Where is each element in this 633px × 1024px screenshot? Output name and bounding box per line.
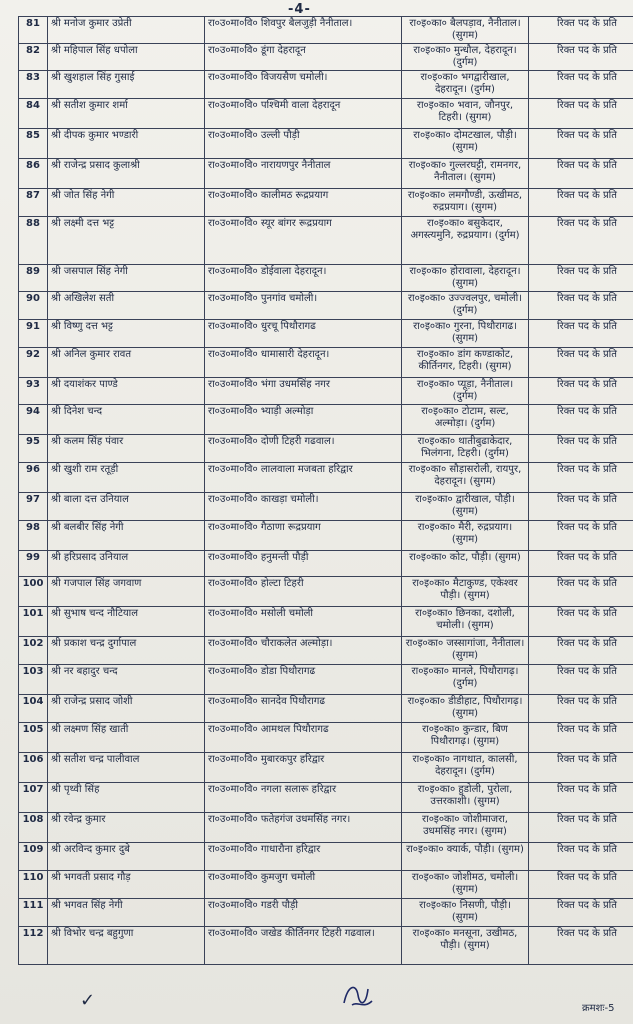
posted-school: रा०इ०का० गुरना, पिथौरागढ। (सुगम) <box>402 320 529 348</box>
teacher-name: श्री सुभाष चन्द नौटियाल <box>48 607 205 637</box>
current-school: रा०उ०मा०वि० शिवपुर बैलजुड़ी नैनीताल। <box>205 17 402 44</box>
table-row <box>19 927 633 965</box>
table-row <box>19 129 633 159</box>
current-school: रा०उ०मा०वि० डूंगा देहरादून <box>205 44 402 71</box>
table-row <box>19 753 633 783</box>
serial-number: 83 <box>19 71 48 99</box>
current-school: रा०उ०मा०वि० चौराकलेत अल्मोड़ा। <box>205 637 402 665</box>
posted-school: रा०इ०का० छिनका, दशोली, चमोली। (सुगम) <box>402 607 529 637</box>
remark: रिक्त पद के प्रति <box>529 753 633 783</box>
table-row <box>19 577 633 607</box>
remark: रिक्त पद के प्रति <box>529 871 633 899</box>
posted-school: रा०इ०का० जोशीमाजरा, उधमसिंह नगर। (सुगम) <box>402 813 529 843</box>
teacher-name: श्री दीपक कुमार भण्डारी <box>48 129 205 159</box>
remark: रिक्त पद के प्रति <box>529 292 633 320</box>
serial-number: 84 <box>19 99 48 129</box>
posted-school: रा०इ०का० मनसूना, उखीमठ, पौड़ी। (सुगम) <box>402 927 529 965</box>
remark: रिक्त पद के प्रति <box>529 637 633 665</box>
posted-school: रा०इ०का० निसणी, पौड़ी। (सुगम) <box>402 899 529 927</box>
remark: रिक्त पद के प्रति <box>529 71 633 99</box>
serial-number: 96 <box>19 463 48 493</box>
table-row <box>19 44 633 71</box>
posted-school: रा०इ०का० मानले, पिथौरागढ़। (दुर्गम) <box>402 665 529 695</box>
table-row <box>19 99 633 129</box>
teacher-name: श्री विभोर चन्द्र बहुगुणा <box>48 927 205 965</box>
current-school: रा०उ०मा०वि० आमथल पिथौरागढ <box>205 723 402 753</box>
serial-number: 110 <box>19 871 48 899</box>
teacher-name: श्री मनोज कुमार उप्रेती <box>48 17 205 44</box>
remark: रिक्त पद के प्रति <box>529 17 633 44</box>
posted-school: रा०इ०का० बैलपड़ाव, नैनीताल। (सुगम) <box>402 17 529 44</box>
teacher-name: श्री राजेन्द्र प्रसाद कुलाश्री <box>48 159 205 189</box>
teacher-name: श्री लक्ष्मण सिंह खाती <box>48 723 205 753</box>
current-school: रा०उ०मा०वि० फतेहगंज उधमसिंह नगर। <box>205 813 402 843</box>
checkmark-icon: ✓ <box>80 990 96 1011</box>
remark: रिक्त पद के प्रति <box>529 159 633 189</box>
current-school: रा०उ०मा०वि० भ्याड़ी अल्मोड़ा <box>205 405 402 435</box>
serial-number: 108 <box>19 813 48 843</box>
serial-number: 92 <box>19 348 48 378</box>
posted-school: रा०इ०का० प्यूड़ा, नैनीताल। (दुर्गम) <box>402 378 529 405</box>
current-school: रा०उ०मा०वि० हनुमन्ती पौड़ी <box>205 551 402 577</box>
table-row <box>19 17 633 44</box>
teacher-name: श्री हरिप्रसाद उनियाल <box>48 551 205 577</box>
table-row <box>19 695 633 723</box>
posted-school: रा०इ०का० डीडीहाट, पिथौरागढ़। (सुगम) <box>402 695 529 723</box>
remark: रिक्त पद के प्रति <box>529 927 633 965</box>
current-school: रा०उ०मा०वि० नगला सलारू हरिद्वार <box>205 783 402 813</box>
posted-school: रा०इ०का० द्वारीखाल, पौड़ी। (सुगम) <box>402 493 529 521</box>
posted-school: रा०इ०का० लमगौण्डी, ऊखीमठ, रुद्रप्रयाग। (सुगम) <box>402 189 529 217</box>
table-row <box>19 723 633 753</box>
current-school: रा०उ०मा०वि० काखड़ा चमोली। <box>205 493 402 521</box>
serial-number: 101 <box>19 607 48 637</box>
teacher-name: श्री भगवती प्रसाद गौड़ <box>48 871 205 899</box>
serial-number: 97 <box>19 493 48 521</box>
page-number: -4- <box>288 2 311 17</box>
teacher-name: श्री जोत सिंह नेगी <box>48 189 205 217</box>
current-school: रा०उ०मा०वि० धामासारी देहरादून। <box>205 348 402 378</box>
teacher-name: श्री नर बहादुर चन्द <box>48 665 205 695</box>
posted-school: रा०इ०का० मैटाकुण्ड, एकेश्वर पौड़ी। (सुगम) <box>402 577 529 607</box>
signature <box>338 975 378 1015</box>
table-row <box>19 320 633 348</box>
serial-number: 100 <box>19 577 48 607</box>
current-school: रा०उ०मा०वि० स्यूर बांगर रूद्रप्रयाग <box>205 217 402 265</box>
table-row <box>19 637 633 665</box>
teacher-name: श्री खुशी राम रतूड़ी <box>48 463 205 493</box>
remark: रिक्त पद के प्रति <box>529 783 633 813</box>
table-row <box>19 813 633 843</box>
current-school: रा०उ०मा०वि० सानदेव पिथौरागढ <box>205 695 402 723</box>
table-row <box>19 348 633 378</box>
remark: रिक्त पद के प्रति <box>529 44 633 71</box>
teacher-name: श्री बलबीर सिंह नेगी <box>48 521 205 551</box>
table-row <box>19 493 633 521</box>
posted-school: रा०इ०का० टोटाम, सल्ट, अल्मोड़ा। (दुर्गम) <box>402 405 529 435</box>
current-school: रा०उ०मा०वि० डोईवाला देहरादून। <box>205 265 402 292</box>
remark: रिक्त पद के प्रति <box>529 378 633 405</box>
posted-school: रा०इ०का० हुडोली, पुरोला, उत्तरकाशी। (सुगम) <box>402 783 529 813</box>
serial-number: 109 <box>19 843 48 871</box>
table-row <box>19 551 633 577</box>
teacher-name: श्री गजपाल सिंह जगवाण <box>48 577 205 607</box>
teacher-name: श्री प्रकाश चन्द्र दुर्गापाल <box>48 637 205 665</box>
table-row <box>19 265 633 292</box>
table-row <box>19 159 633 189</box>
remark: रिक्त पद के प्रति <box>529 265 633 292</box>
table-row <box>19 665 633 695</box>
posted-school: रा०इ०का० जोशीमठ, चमोली। (सुगम) <box>402 871 529 899</box>
posted-school: रा०इ०का० क्यार्क, पौड़ी। (सुगम) <box>402 843 529 871</box>
serial-number: 82 <box>19 44 48 71</box>
serial-number: 103 <box>19 665 48 695</box>
remark: रिक्त पद के प्रति <box>529 405 633 435</box>
posted-school: रा०इ०का० मैरी, रुद्रप्रयाग। (सुगम) <box>402 521 529 551</box>
serial-number: 81 <box>19 17 48 44</box>
teacher-name: श्री राजेन्द्र प्रसाद जोशी <box>48 695 205 723</box>
posted-school: रा०इ०का० डांग कण्डाकोट, कीर्तिनगर, टिहरी। (सुगम) <box>402 348 529 378</box>
table-row <box>19 607 633 637</box>
continued-label: क्रमशः-5 <box>582 1003 615 1014</box>
teacher-name: श्री अरविन्द कुमार दुबे <box>48 843 205 871</box>
teacher-name: श्री अखिलेश सती <box>48 292 205 320</box>
serial-number: 88 <box>19 217 48 265</box>
serial-number: 85 <box>19 129 48 159</box>
teacher-name: श्री कलम सिंह पंवार <box>48 435 205 463</box>
current-school: रा०उ०मा०वि० भंगा उधमसिंह नगर <box>205 378 402 405</box>
table-body <box>19 17 633 965</box>
posted-school: रा०इ०का० बसुकेदार, अगस्त्यमुनि, रुद्रप्रयाग। (दुर्गम) <box>402 217 529 265</box>
current-school: रा०उ०मा०वि० गाधारौना हरिद्वार <box>205 843 402 871</box>
current-school: रा०उ०मा०वि० नारायणपुर नैनीताल <box>205 159 402 189</box>
serial-number: 107 <box>19 783 48 813</box>
posted-school: रा०इ०का० होरावाला, देहरादून। (सुगम) <box>402 265 529 292</box>
remark: रिक्त पद के प्रति <box>529 551 633 577</box>
current-school: रा०उ०मा०वि० पश्चिमी वाला देहरादून <box>205 99 402 129</box>
serial-number: 94 <box>19 405 48 435</box>
teacher-name: श्री सतीश चन्द्र पालीवाल <box>48 753 205 783</box>
remark: रिक्त पद के प्रति <box>529 899 633 927</box>
remark: रिक्त पद के प्रति <box>529 493 633 521</box>
remark: रिक्त पद के प्रति <box>529 577 633 607</box>
current-school: रा०उ०मा०वि० गडरी पौड़ी <box>205 899 402 927</box>
posted-school: रा०इ०का० नागथात, कालसी, देहरादून। (दुर्गम) <box>402 753 529 783</box>
table-row <box>19 521 633 551</box>
remark: रिक्त पद के प्रति <box>529 813 633 843</box>
current-school: रा०उ०मा०वि० पुनगांव चमोली। <box>205 292 402 320</box>
current-school: रा०उ०मा०वि० मसोली चमोली <box>205 607 402 637</box>
current-school: रा०उ०मा०वि० जखेड कीर्तिनगर टिहरी गढवाल। <box>205 927 402 965</box>
current-school: रा०उ०मा०वि० कालीमठ रूद्रप्रयाग <box>205 189 402 217</box>
posted-school: रा०इ०का० भगद्वारीखाल, देहरादून। (दुर्गम) <box>402 71 529 99</box>
teacher-name: श्री खुशहाल सिंह गुसाई <box>48 71 205 99</box>
table-row <box>19 378 633 405</box>
teacher-name: श्री भगवत सिंह नेगी <box>48 899 205 927</box>
teacher-name: श्री महिपाल सिंह धपोला <box>48 44 205 71</box>
serial-number: 112 <box>19 927 48 965</box>
posted-school: रा०इ०का० भवान, जौनपुर, टिहरी। (सुगम) <box>402 99 529 129</box>
remark: रिक्त पद के प्रति <box>529 320 633 348</box>
teacher-name: श्री लक्ष्मी दत्त भट्ट <box>48 217 205 265</box>
posted-school: रा०इ०का० कुन्डार, बिण पिथौरागढ़। (सुगम) <box>402 723 529 753</box>
posted-school: रा०इ०का० थातीबुढाकेदार, भिलंगना, टिहरी। (दुर्गम) <box>402 435 529 463</box>
serial-number: 95 <box>19 435 48 463</box>
serial-number: 99 <box>19 551 48 577</box>
table-row <box>19 899 633 927</box>
teacher-name: श्री दिनेश चन्द <box>48 405 205 435</box>
transfer-table <box>18 16 633 965</box>
remark: रिक्त पद के प्रति <box>529 665 633 695</box>
table-row <box>19 71 633 99</box>
serial-number: 105 <box>19 723 48 753</box>
serial-number: 89 <box>19 265 48 292</box>
teacher-name: श्री जसपाल सिंह नेगी <box>48 265 205 292</box>
remark: रिक्त पद के प्रति <box>529 695 633 723</box>
serial-number: 104 <box>19 695 48 723</box>
remark: रिक्त पद के प्रति <box>529 843 633 871</box>
remark: रिक्त पद के प्रति <box>529 723 633 753</box>
table-row <box>19 463 633 493</box>
teacher-name: श्री बाला दत्त उनियाल <box>48 493 205 521</box>
current-school: रा०उ०मा०वि० होल्टा टिहरी <box>205 577 402 607</box>
current-school: रा०उ०मा०वि० मुबारकपुर हरिद्वार <box>205 753 402 783</box>
posted-school: रा०इ०का० सौड़ासरोली, रायपुर, देहरादून। (सुगम) <box>402 463 529 493</box>
teacher-name: श्री पृथ्वी सिंह <box>48 783 205 813</box>
current-school: रा०उ०मा०वि० धुरचू पिथौरागढ <box>205 320 402 348</box>
current-school: रा०उ०मा०वि० दोणी टिहरी गढवाल। <box>205 435 402 463</box>
serial-number: 90 <box>19 292 48 320</box>
table-row <box>19 189 633 217</box>
teacher-name: श्री दयाशंकर पाण्डे <box>48 378 205 405</box>
posted-school: रा०इ०का० जस्सागांजा, नैनीताल। (सुगम) <box>402 637 529 665</box>
serial-number: 91 <box>19 320 48 348</box>
serial-number: 86 <box>19 159 48 189</box>
remark: रिक्त पद के प्रति <box>529 189 633 217</box>
remark: रिक्त पद के प्रति <box>529 348 633 378</box>
remark: रिक्त पद के प्रति <box>529 99 633 129</box>
posted-school: रा०इ०का० दोमटखाल, पौड़ी। (सुगम) <box>402 129 529 159</box>
current-school: रा०उ०मा०वि० विजयसैण चमोली। <box>205 71 402 99</box>
teacher-name: श्री सतीश कुमार शर्मा <box>48 99 205 129</box>
serial-number: 98 <box>19 521 48 551</box>
table-row <box>19 435 633 463</box>
posted-school: रा०इ०का० गुल्लरघट्टी, रामनगर, नैनीताल। (सुगम) <box>402 159 529 189</box>
posted-school: रा०इ०का० मुन्धौल, देहरादून। (दुर्गम) <box>402 44 529 71</box>
table-row <box>19 292 633 320</box>
posted-school: रा०इ०का० कोट, पौड़ी। (सुगम) <box>402 551 529 577</box>
current-school: रा०उ०मा०वि० उल्ली पौड़ी <box>205 129 402 159</box>
table-row <box>19 871 633 899</box>
teacher-name: श्री अनिल कुमार रावत <box>48 348 205 378</box>
table-row <box>19 405 633 435</box>
teacher-name: श्री रवेन्द्र कुमार <box>48 813 205 843</box>
teacher-name: श्री विष्णु दत्त भट्ट <box>48 320 205 348</box>
remark: रिक्त पद के प्रति <box>529 435 633 463</box>
current-school: रा०उ०मा०वि० डोडा पिथौरागढ <box>205 665 402 695</box>
table-row <box>19 843 633 871</box>
remark: रिक्त पद के प्रति <box>529 217 633 265</box>
serial-number: 111 <box>19 899 48 927</box>
current-school: रा०उ०मा०वि० कुमजुग चमोली <box>205 871 402 899</box>
current-school: रा०उ०मा०वि० गैठाणा रूद्रप्रयाग <box>205 521 402 551</box>
remark: रिक्त पद के प्रति <box>529 607 633 637</box>
serial-number: 102 <box>19 637 48 665</box>
table-row <box>19 217 633 265</box>
remark: रिक्त पद के प्रति <box>529 521 633 551</box>
current-school: रा०उ०मा०वि० लालवाला मजबता हरिद्वार <box>205 463 402 493</box>
posted-school: रा०इ०का० उज्ज्वलपुर, चमोली। (दुर्गम) <box>402 292 529 320</box>
remark: रिक्त पद के प्रति <box>529 129 633 159</box>
remark: रिक्त पद के प्रति <box>529 463 633 493</box>
serial-number: 93 <box>19 378 48 405</box>
serial-number: 106 <box>19 753 48 783</box>
serial-number: 87 <box>19 189 48 217</box>
table-row <box>19 783 633 813</box>
